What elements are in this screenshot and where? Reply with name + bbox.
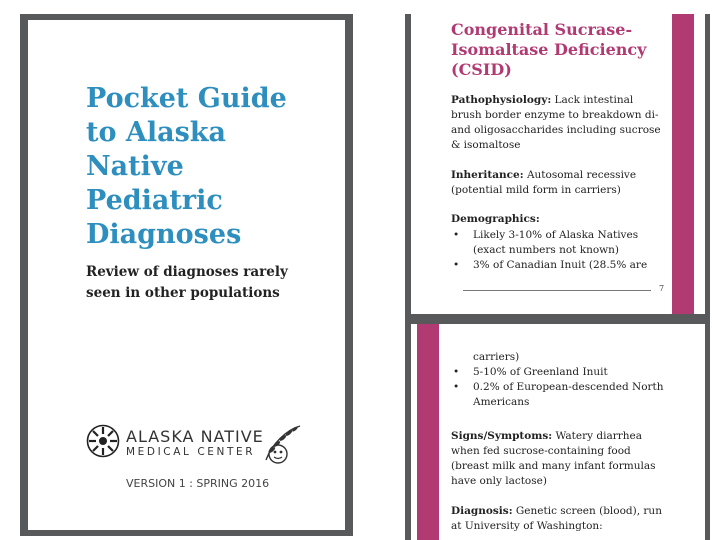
page-8 xyxy=(411,324,705,540)
list-item: • 5-10% of Greenland Inuit xyxy=(451,365,665,380)
inheritance-paragraph xyxy=(451,168,665,198)
pathophysiology-label: Pathophysiology: xyxy=(451,94,552,106)
page-7 xyxy=(411,14,705,314)
diagnosis-paragraph xyxy=(451,504,665,534)
diagnosis-label: Diagnosis: xyxy=(451,505,513,517)
page-number: 7 xyxy=(659,284,665,293)
page-accent-bar xyxy=(417,324,439,540)
signs-label: Signs/Symptoms: xyxy=(451,430,553,442)
signs-symptoms-paragraph xyxy=(451,429,665,489)
cover-page xyxy=(28,20,345,530)
anmc-logo xyxy=(86,424,336,474)
cover-title: Pocket Guide to Alaska Native Pediatric Diagnoses xyxy=(86,83,287,250)
list-item: • 0.2% of European-descended North Americans xyxy=(451,380,665,410)
inheritance-label: Inheritance: xyxy=(451,169,524,181)
medallion-logo-icon xyxy=(86,424,120,458)
logo-subname: MEDICAL CENTER xyxy=(126,446,256,458)
continued-text: carriers) xyxy=(473,351,520,363)
diagnosis-text: Genetic screen (blood), run at University of Washington: xyxy=(451,505,662,532)
list-item: • 3% of Canadian Inuit (28.5% are xyxy=(451,258,665,273)
footer-divider xyxy=(463,290,651,291)
inheritance-text: Autosomal recessive (potential mild form in carriers) xyxy=(451,169,637,196)
list-item: • Likely 3-10% of Alaska Natives (exact numbers not known) xyxy=(451,228,665,258)
version-label: VERSION 1 : SPRING 2016 xyxy=(126,477,270,490)
fern-mask-icon xyxy=(262,420,304,468)
cover-subtitle: Review of diagnoses rarely seen in other populations xyxy=(86,264,288,301)
demographics-heading: Demographics: xyxy=(451,213,540,225)
logo-name: ALASKA NATIVE xyxy=(126,427,264,446)
signs-text: Watery diarrhea when fed sucrose-containing food (breast milk and many infant formulas have only lactose) xyxy=(451,430,656,487)
pathophysiology-paragraph xyxy=(451,93,665,153)
section-title: Congenital Sucrase- Isomaltase Deficiency (CSID) xyxy=(451,20,647,79)
demographics-list xyxy=(451,228,665,273)
page-accent-bar xyxy=(672,14,694,314)
demographics-list-continued xyxy=(451,365,665,410)
pathophysiology-text: Lack intestinal brush border enzyme to breakdown di- and oligosaccharides including sucrose & isomaltose xyxy=(451,94,661,151)
